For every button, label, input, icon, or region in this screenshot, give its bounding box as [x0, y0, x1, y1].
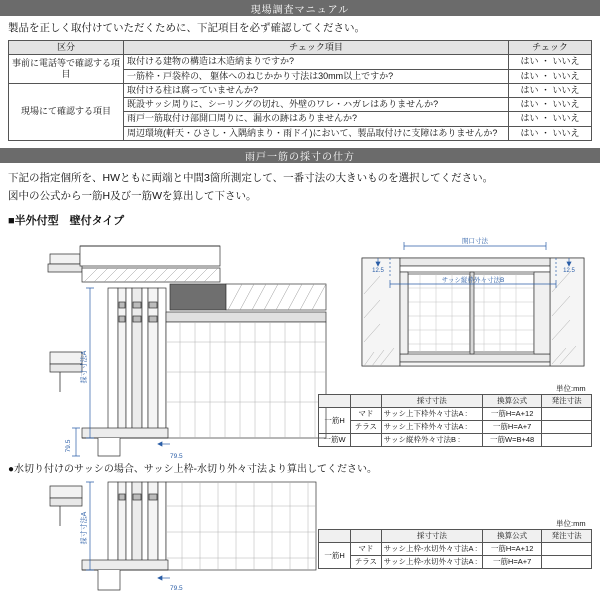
- cell-label: 一筋H: [319, 408, 351, 434]
- cell-measure: サッシ上下枠外々寸法A :: [381, 421, 482, 434]
- th-order: 発注寸法: [542, 395, 592, 408]
- th-blank-1: [319, 395, 351, 408]
- table-row: [9, 55, 592, 69]
- elevation-drawing: [360, 232, 586, 372]
- svg-text:79.5: 79.5: [170, 453, 183, 460]
- cell-item: 雨戸一筋取付け部開口周りに、漏水の跡はありませんか?: [124, 112, 509, 126]
- table-row: [319, 543, 592, 556]
- cell-check: はい ・ いいえ: [509, 126, 592, 140]
- page-title-bar: [0, 0, 600, 16]
- th-item: チェック項目: [124, 41, 509, 55]
- th-formula: 換算公式: [483, 530, 542, 543]
- section-drawing-left: [20, 232, 340, 462]
- svg-text:79.5: 79.5: [170, 585, 183, 592]
- cell-formula: 一筋H=A+7: [482, 421, 541, 434]
- cell-order: [542, 421, 592, 434]
- page-title: 現場調査マニュアル: [250, 4, 350, 16]
- unit-label-2: 単位:mm: [556, 519, 586, 528]
- cell-measure: サッシ縦枠外々寸法B :: [381, 434, 482, 447]
- cell-order: [542, 408, 592, 421]
- table-row: [319, 556, 592, 569]
- table-header-row: [319, 395, 592, 408]
- dimension-table-1: [318, 394, 592, 447]
- dimension-table-2: [318, 529, 592, 569]
- section-note-2: 図中の公式から一筋H及び一筋Wを算出して下さい。: [8, 190, 257, 202]
- cell-check: はい ・ いいえ: [509, 69, 592, 83]
- cell-label: 一筋H: [319, 543, 351, 569]
- lead-text: 製品を正しく取付けていただくために、下記項目を必ず確認してください。: [8, 22, 365, 34]
- cell-order: [542, 543, 592, 556]
- svg-text:79.5: 79.5: [65, 439, 72, 453]
- cell-type: マド: [351, 408, 381, 421]
- cell-category: 現場にて確認する項目: [9, 83, 124, 140]
- section-title: 雨戸一筋の採寸の仕方: [245, 152, 355, 163]
- svg-text:サッシ縦枠外々寸法B: サッシ縦枠外々寸法B: [441, 277, 505, 284]
- unit-label-1: 単位:mm: [556, 384, 586, 393]
- section-title-bar: [0, 148, 600, 163]
- th-formula: 換算公式: [482, 395, 541, 408]
- cell-type: テラス: [351, 421, 381, 434]
- cell-item: 一筋枠・戸袋枠の、 躯体へのねじかかり寸法は30mm以上ですか?: [124, 69, 509, 83]
- th-order: 発注寸法: [542, 530, 592, 543]
- cell-check: はい ・ いいえ: [509, 112, 592, 126]
- table-row: [319, 434, 592, 447]
- table-header-row: [319, 530, 592, 543]
- table-row: [319, 421, 592, 434]
- cell-check: はい ・ いいえ: [509, 98, 592, 112]
- section-drawing-bottom: [20, 478, 320, 596]
- subsection-heading: ■半外付型 壁付タイプ: [8, 215, 125, 227]
- cell-item: 既設サッシ周りに、シーリングの切れ、外壁のワレ・ハガレはありませんか?: [124, 98, 509, 112]
- th-check: チェック: [509, 41, 592, 55]
- cell-check: はい ・ いいえ: [509, 83, 592, 97]
- svg-text:12.5: 12.5: [563, 268, 575, 274]
- table-row: [319, 408, 592, 421]
- th-measure: 採寸寸法: [381, 530, 482, 543]
- th-measure: 採寸寸法: [381, 395, 482, 408]
- cell-type: マド: [351, 543, 381, 556]
- cell-item: 取付ける柱は腐っていませんか?: [124, 83, 509, 97]
- cell-order: [542, 434, 592, 447]
- table-header-row: [9, 41, 592, 55]
- cell-formula: 一筋H=A+7: [483, 556, 542, 569]
- th-blank-2: [351, 395, 381, 408]
- cell-measure: サッシ上枠-水切外々寸法A :: [381, 556, 482, 569]
- svg-text:12.5: 12.5: [372, 268, 384, 274]
- cell-formula: 一筋W=B+48: [482, 434, 541, 447]
- check-table: [8, 40, 592, 141]
- th-blank-1: [319, 530, 351, 543]
- svg-text:採寸寸法A: 採寸寸法A: [81, 511, 88, 545]
- cell-item: 取付ける建物の構造は木造納まりですか?: [124, 55, 509, 69]
- cell-check: はい ・ いいえ: [509, 55, 592, 69]
- cell-order: [542, 556, 592, 569]
- cell-item: 周辺環境(軒天・ひさし・入隅納まり・雨ドイ)において、製品取付けに支障はありませんか?: [124, 126, 509, 140]
- cell-label: 一筋W: [319, 434, 351, 447]
- cell-formula: 一筋H=A+12: [482, 408, 541, 421]
- table-row: [9, 83, 592, 97]
- cell-type: [351, 434, 381, 447]
- cell-category: 事前に電話等で確認する項目: [9, 55, 124, 84]
- cell-measure: サッシ上下枠外々寸法A :: [381, 408, 482, 421]
- svg-text:採寸寸法A: 採寸寸法A: [81, 350, 88, 384]
- section-note-1: 下記の指定個所を、HWともに両端と中間3箇所測定して、一番寸法の大きいものを選択してください。: [8, 172, 494, 184]
- cell-type: テラス: [351, 556, 381, 569]
- th-category: 区分: [9, 41, 124, 55]
- cell-formula: 一筋H=A+12: [483, 543, 542, 556]
- th-blank-2: [351, 530, 381, 543]
- svg-text:開口寸法: 開口寸法: [462, 238, 488, 245]
- section-note-3: ●水切り付けのサッシの場合、サッシ上枠-水切り外々寸法より算出してください。: [8, 464, 377, 475]
- cell-measure: サッシ上枠-水切外々寸法A :: [381, 543, 482, 556]
